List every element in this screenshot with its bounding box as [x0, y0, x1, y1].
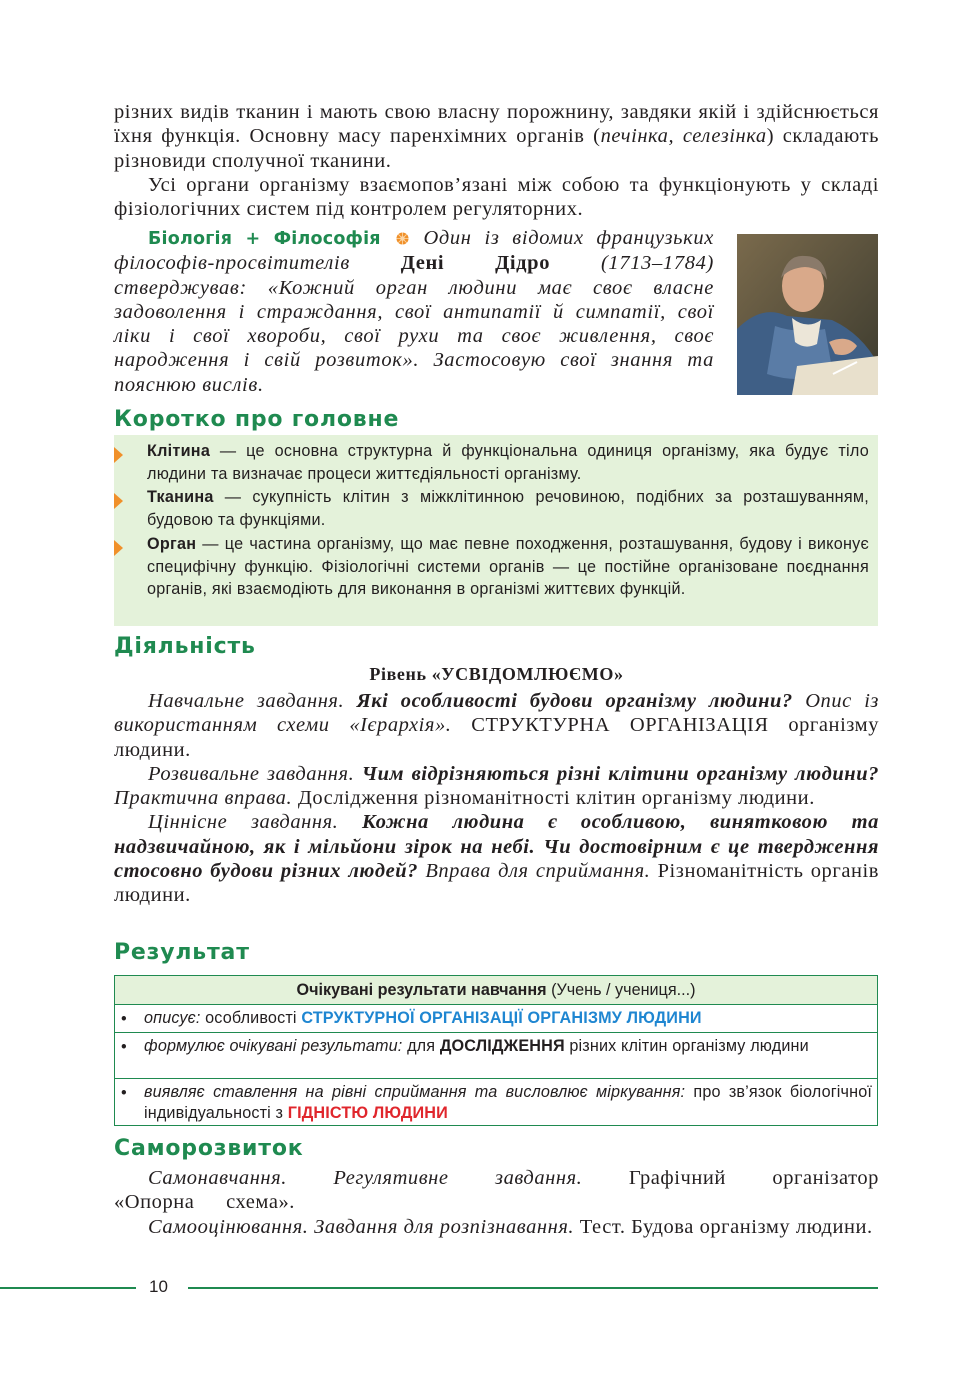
- footer-line-left: [0, 1287, 136, 1289]
- value-task: Ціннісне завдання. Кожна людина є особливою, винятковою та надзвичайною, як і мільйони зірок на небі. Чи достовірним є це твердження стосовно будови різних людей? Вправа для сприймання. Різноманітність органів людини.: [114, 811, 879, 907]
- bio-quote: Біологія + Філософія Один із відомих французьких філософів-просвітителів Дені Дідро (1713–1784) стверджував: «Кожний орган людини має своє власне задоволення і страждання, свої антипатії й симпатії, свої ліки і свої хвороби, свої рухи та своє живлення, своє народження і свій розвиток». Застосовую свої знання та пояснюю вислів.: [114, 227, 715, 396]
- bullet-icon: •: [121, 1010, 127, 1028]
- level-title: Рівень «УСВІДОМЛЮЄМО»: [369, 664, 624, 684]
- flower-icon: [396, 232, 409, 245]
- arrow-bullet-icon: [114, 540, 123, 556]
- philosopher-name: Дені Дідро: [400, 252, 551, 275]
- arrow-bullet-icon: [114, 447, 123, 463]
- bullet-icon: •: [121, 1084, 127, 1102]
- results-table-header: Очікувані результати навчання (Учень / учениця...): [115, 976, 877, 1005]
- self-assessment: Самооцінювання. Завдання для розпізнавання. Тест. Будова організму людини.: [148, 1215, 873, 1238]
- bullet-icon: •: [121, 1038, 127, 1056]
- diderot-portrait-image: [737, 234, 878, 395]
- summary-heading: Коротко про головне: [114, 407, 400, 432]
- intro-paragraph-2: Усі органи організму взаємопов’язані між собою та функціонують у складі фізіологічних систем під контролем регуляторних.: [114, 173, 879, 221]
- table-row: • описує: особливості СТРУКТУРНОЇ ОРГАНІЗАЦІЇ ОРГАНІЗМУ ЛЮДИНИ: [115, 1005, 877, 1033]
- self-development-heading: Саморозвиток: [114, 1136, 304, 1161]
- self-learning: Самонавчання. Регулятивне завдання. Графічний організатор «Опорна схема».: [114, 1167, 879, 1214]
- activity-tasks: [114, 689, 879, 908]
- arrow-bullet-icon: [114, 493, 123, 509]
- summary-box: Клітина — це основна структурна й функціональна одиниця організму, яка будує тіло людини та визначає процеси життєдіяльності організму. Тканина — сукупність клітин з міжклітинною речовиною, подібних за розташуванням, будовою та функціями. Орган — це частина організму, що має певне походження, розташування, будову і виконує специфічну функцію. Фізіологічні системи органів — це постійне організоване поєднання органів, які взаємодіють для виконання в організмі життєвих функцій.: [114, 435, 878, 626]
- developing-task: Розвивальне завдання. Чим відрізняються різні клітини організму людини? Практична вправа. Дослідження різноманітності клітин організму людини.: [114, 762, 879, 810]
- intro-text: [114, 100, 879, 221]
- learning-task: Навчальне завдання. Які особливості будови організму людини? Опис із використанням схеми «Ієрархія». СТРУКТУРНА ОРГАНІЗАЦІЯ організму людини.: [114, 690, 879, 761]
- intro-paragraph-1: різних видів тканин і мають свою власну порожнину, завдяки якій і здійснюється їхня функція. Основну масу паренхімних органів (печінка, селезінка) складають різновиди сполучної тканини.: [114, 101, 879, 172]
- result-heading: Результат: [114, 940, 250, 965]
- activity-heading: Діяльність: [114, 634, 256, 659]
- results-table: [114, 975, 878, 1126]
- footer-line-right: [188, 1287, 878, 1289]
- table-row: • виявляє ставлення на рівні сприймання та висловлює міркування: про зв’язок біологічної індивідуальності з ГІДНІСТЮ ЛЮДИНИ: [121, 1083, 872, 1122]
- page-number: 10: [149, 1277, 168, 1296]
- table-row: • формулює очікувані результати: для ДОСЛІДЖЕННЯ різних клітин організму людини: [115, 1033, 877, 1079]
- self-development-text: [114, 1166, 879, 1239]
- biology-philosophy-box: [114, 226, 714, 397]
- bio-tag: Біологія + Філософія: [148, 229, 381, 249]
